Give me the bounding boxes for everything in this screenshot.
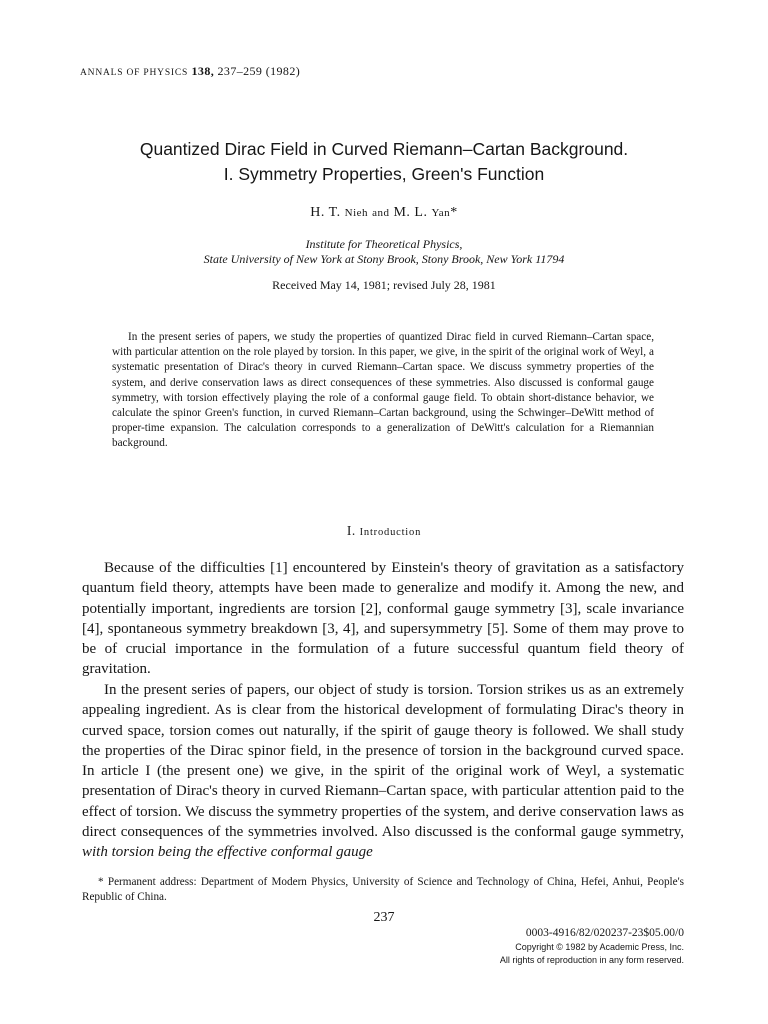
intro-paragraph-2 — [82, 680, 684, 863]
author-2-initials: M. L. — [393, 205, 432, 220]
received-dates: Received May 14, 1981; revised July 28, 1981 — [272, 278, 496, 292]
journal-citation — [80, 64, 300, 79]
intro-paragraph-1: Because of the difficulties [1] encountered by Einstein's theory of gravitation as a satisfactory quantum field theory, attempts have been made to generalize and modify it. Among the new, and potentially important, ingredients are torsion [2], conformal gauge symmetry [3], scale invariance [4], spontaneous symmetry breakdown [3, 4], and supersymmetry [5]. Some of them may prove to be of crucial importance in the formulation of a future successful quantum field theory of gravitation. — [82, 560, 684, 678]
author-conjunction: and — [372, 207, 390, 219]
footnote-marker: * — [450, 205, 458, 220]
section-number: I. — [346, 523, 360, 538]
intro-paragraph-2-emphasis: with torsion being the effective conformal gauge — [82, 844, 373, 861]
affiliation-line-1: Institute for Theoretical Physics, — [305, 237, 463, 251]
paper-title-line-2: I. Symmetry Properties, Green's Function — [223, 164, 545, 184]
intro-paragraph-2-text: In the present series of papers, our object of study is torsion. Torsion strikes us as an extremely appealing ingredient. As is clear from the historical development of formulating Dirac's theory in curved space, torsion comes out naturally, if the spirit of gauge theory is followed. We shall study the properties of the Dirac spinor field, in the presence of torsion in the background curved space. In article I (the present one) we give, in the spirit of the original work of Weyl, a systematic presentation of Dirac's theory in curved Riemann–Cartan space, with particular attention paid to the effect of torsion. We discuss the symmetry properties of the system, and derive conservation laws as direct consequences of the symmetries involved. Also discussed is the conformal gauge symmetry, — [82, 682, 684, 841]
footnote: * Permanent address: Department of Modern Physics, University of Science and Technology of China, Hefei, Anhui, People's Republic of China. — [82, 876, 684, 903]
journal-name: ANNALS OF PHYSICS — [80, 68, 189, 78]
publication-codes — [500, 926, 684, 967]
author-1-initials: H. T. — [310, 205, 345, 220]
rights-notice: All rights of reproduction in any form reserved. — [499, 955, 684, 965]
page-number: 237 — [373, 910, 395, 925]
affiliation-line-2: State University of New York at Stony Brook, Stony Brook, New York 11794 — [203, 252, 565, 266]
abstract: In the present series of papers, we study the properties of quantized Dirac field in curved Riemann–Cartan space, with particular attention on the role played by torsion. In this paper, we give, in the spirit of the original work of Weyl, a systematic presentation of Dirac's theory in curved Riemann–Cartan space. We discuss symmetry properties of the system, and derive conservation laws as direct consequences of these symmetries. Also discussed is conformal gauge symmetry, with torsion effectively playing the role of a conformal gauge field. To obtain short-distance behavior, we calculate the spinor Green's function, in curved Riemann–Cartan background, using the Schwinger–DeWitt method of proper-time expansion. The calculation corresponds to a generalization of DeWitt's calculation for a Riemannian background. — [112, 331, 654, 450]
issn-code: 0003-4916/82/020237-23$05.00/0 — [525, 927, 684, 939]
paper-title-line-1: Quantized Dirac Field in Curved Riemann–Cartan Background. — [139, 139, 629, 159]
author-1-surname: Nieh — [344, 207, 369, 219]
journal-pages-year: 237–259 (1982) — [217, 64, 301, 78]
section-title: Introduction — [359, 527, 422, 538]
author-2-surname: Yan — [431, 207, 451, 219]
section-heading — [40, 523, 728, 539]
journal-volume: 138, — [191, 64, 215, 78]
copyright-notice: Copyright © 1982 by Academic Press, Inc. — [515, 942, 684, 952]
author-list — [40, 205, 728, 221]
